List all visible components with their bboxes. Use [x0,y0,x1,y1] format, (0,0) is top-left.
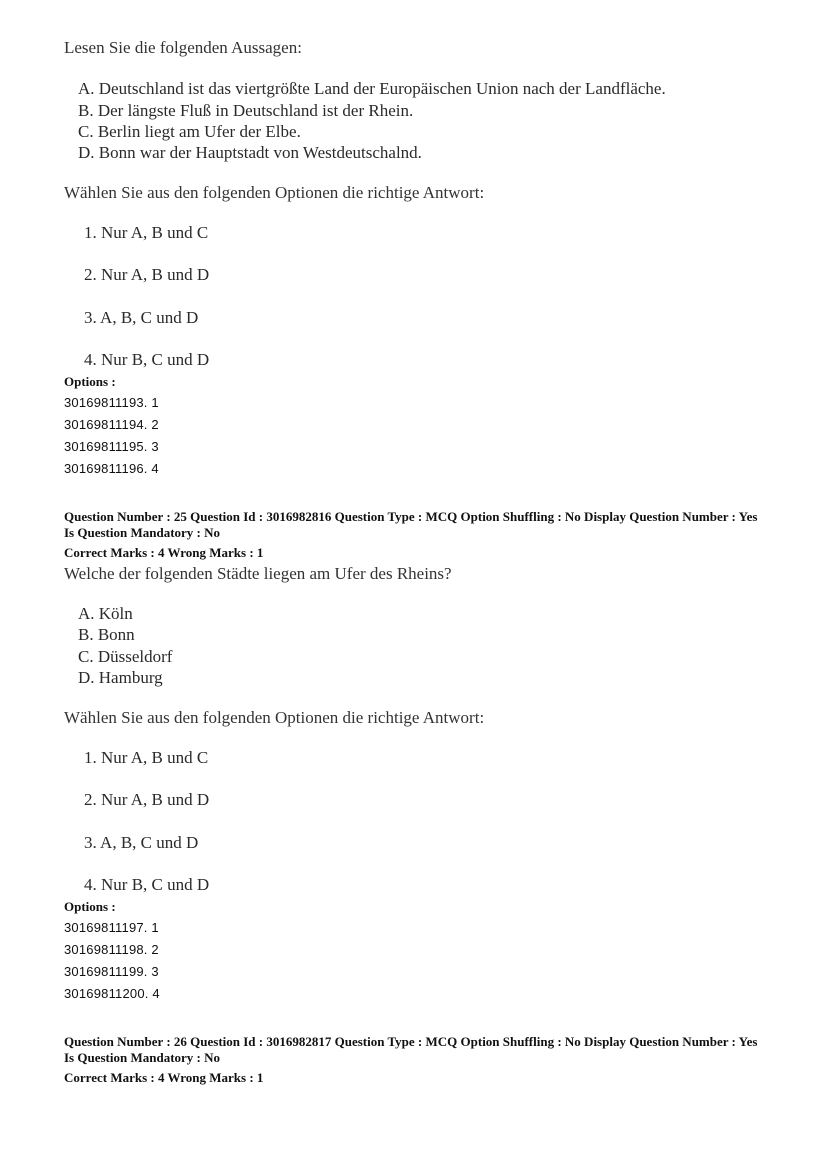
choice-3: 3. A, B, C und D [84,308,199,327]
option-row: 30169811199. 3 [64,964,159,979]
choice-2: 2. Nur A, B und D [84,265,210,284]
choice-4: 4. Nur B, C und D [84,350,210,369]
choice-1: 1. Nur A, B und C [84,748,209,767]
question-intro: Lesen Sie die folgenden Aussagen: [64,38,302,57]
statement-a: A. Köln [78,604,133,623]
statement-c: C. Düsseldorf [78,647,173,666]
options-label: Options : [64,899,116,914]
statement-d: D. Hamburg [78,668,163,687]
choice-4: 4. Nur B, C und D [84,875,210,894]
question-meta: Question Number : 26 Question Id : 3016982817 Question Type : MCQ Option Shuffling : No Display Question Number : Yes Is Question Mandatory : No [64,1034,758,1065]
statement-a: A. Deutschland ist das viertgrößte Land der Europäischen Union nach der Landfläche. [78,79,666,98]
option-row: 30169811197. 1 [64,920,159,935]
option-row: 30169811195. 3 [64,439,159,454]
choice-3: 3. A, B, C und D [84,833,199,852]
option-row: 30169811198. 2 [64,942,159,957]
choice-1: 1. Nur A, B und C [84,223,209,242]
option-row: 30169811200. 4 [64,986,160,1001]
answer-prompt: Wählen Sie aus den folgenden Optionen die richtige Antwort: [64,708,485,727]
option-row: 30169811193. 1 [64,395,159,410]
statement-d: D. Bonn war der Hauptstadt von Westdeutschalnd. [78,143,422,162]
question-marks: Correct Marks : 4 Wrong Marks : 1 [64,545,264,560]
option-row: 30169811196. 4 [64,461,159,476]
option-row: 30169811194. 2 [64,417,159,432]
statement-b: B. Bonn [78,625,135,644]
statement-b: B. Der längste Fluß in Deutschland ist der Rhein. [78,101,414,120]
question-text: Welche der folgenden Städte liegen am Ufer des Rheins? [64,564,452,583]
question-meta: Question Number : 25 Question Id : 3016982816 Question Type : MCQ Option Shuffling : No Display Question Number : Yes Is Question Mandatory : No [64,509,758,540]
question-marks: Correct Marks : 4 Wrong Marks : 1 [64,1070,264,1085]
answer-prompt: Wählen Sie aus den folgenden Optionen die richtige Antwort: [64,183,485,202]
options-label: Options : [64,374,116,389]
statement-c: C. Berlin liegt am Ufer der Elbe. [78,122,301,141]
choice-2: 2. Nur A, B und D [84,790,210,809]
